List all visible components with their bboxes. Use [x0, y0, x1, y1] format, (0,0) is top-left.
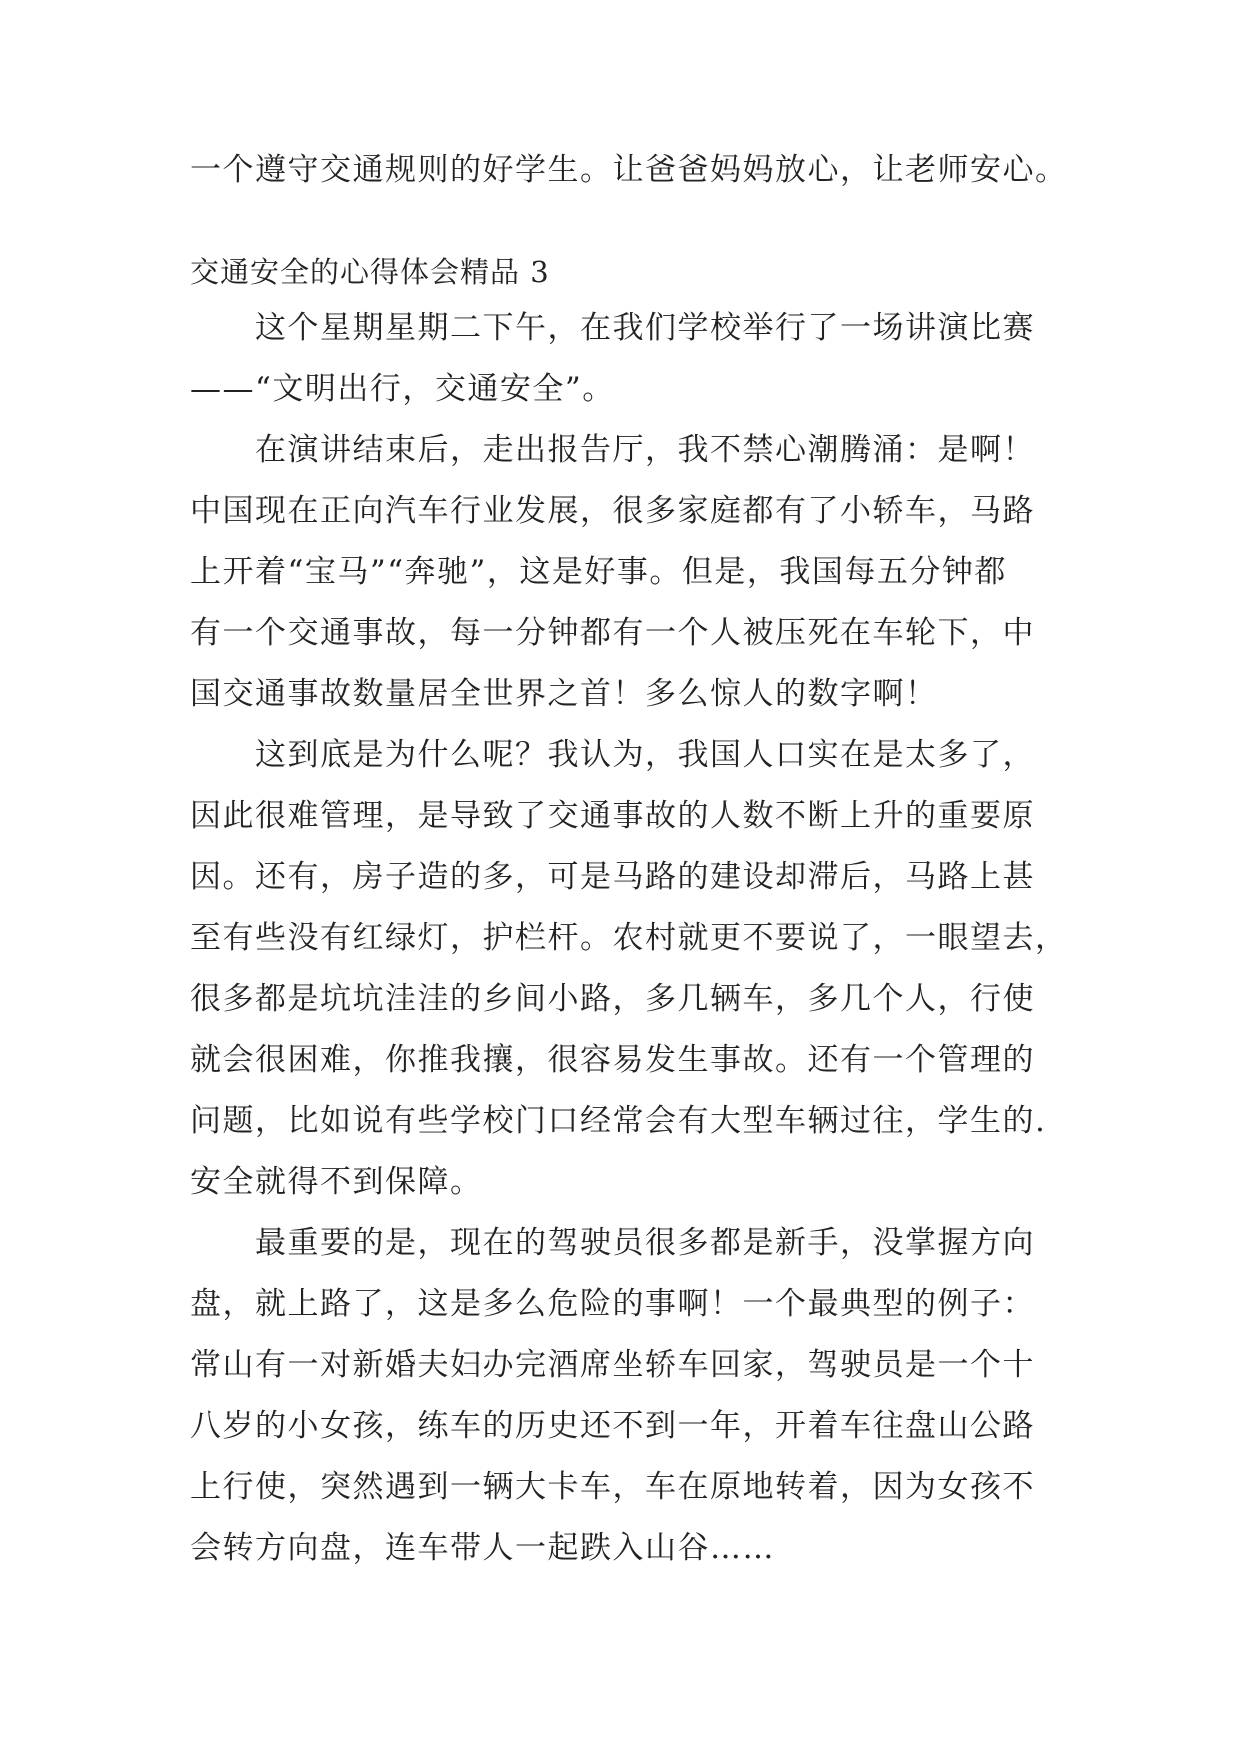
body-text — [190, 298, 1068, 1579]
paragraph-2-line-3: 上开着“宝马”“奔驰”，这是好事。但是，我国每五分钟都 — [190, 554, 1007, 590]
paragraph-4-line-5: 上行使，突然遇到一辆大卡车，车在原地转着，因为女孩不 — [190, 1469, 1035, 1505]
paragraph-3-line-5: 很多都是坑坑洼洼的乡间小路，多几辆车，多几个人，行使 — [190, 981, 1035, 1017]
paragraph-3-line-2: 因此很难管理，是导致了交通事故的人数不断上升的重要原 — [190, 798, 1035, 834]
paragraph-2-line-2: 中国现在正向汽车行业发展，很多家庭都有了小轿车，马路 — [190, 493, 1035, 529]
paragraph-3-line-4: 至有些没有红绿灯，护栏杆。农村就更不要说了，一眼望去， — [190, 920, 1068, 956]
paragraph-1-line-1: 这个星期星期二下午，在我们学校举行了一场讲演比赛 — [255, 310, 1035, 346]
intro-line: 一个遵守交通规则的好学生。让爸爸妈妈放心，让老师安心。 — [190, 152, 1068, 188]
paragraph-4-line-2: 盘，就上路了，这是多么危险的事啊！一个最典型的例子： — [190, 1286, 1035, 1322]
paragraph-3-line-7: 问题，比如说有些学校门口经常会有大型车辆过往，学生的. — [190, 1103, 1047, 1139]
paragraph-4-line-4: 八岁的小女孩，练车的历史还不到一年，开着车往盘山公路 — [190, 1408, 1035, 1444]
paragraph-1-line-2: ——“文明出行，交通安全”。 — [190, 371, 615, 407]
paragraph-2-line-4: 有一个交通事故，每一分钟都有一个人被压死在车轮下，中 — [190, 615, 1035, 651]
paragraph-2-line-1: 在演讲结束后，走出报告厅，我不禁心潮腾涌：是啊！ — [255, 432, 1035, 468]
paragraph-3-line-3: 因。还有，房子造的多，可是马路的建设却滞后，马路上甚 — [190, 859, 1035, 895]
paragraph-3-line-6: 就会很困难，你推我攘，很容易发生事故。还有一个管理的 — [190, 1042, 1035, 1078]
paragraph-4-line-1: 最重要的是，现在的驾驶员很多都是新手，没掌握方向 — [255, 1225, 1035, 1261]
section-title: 交通安全的心得体会精品 3 — [190, 255, 550, 289]
paragraph-4-line-3: 常山有一对新婚夫妇办完酒席坐轿车回家，驾驶员是一个十 — [190, 1347, 1035, 1383]
paragraph-3-line-1: 这到底是为什么呢？我认为，我国人口实在是太多了， — [255, 737, 1035, 773]
paragraph-2-line-5: 国交通事故数量居全世界之首！多么惊人的数字啊！ — [190, 676, 938, 712]
paragraph-4-line-6: 会转方向盘，连车带人一起跌入山谷…… — [190, 1530, 775, 1566]
paragraph-3-line-8: 安全就得不到保障。 — [190, 1164, 483, 1200]
intro-paragraph — [190, 140, 1068, 201]
